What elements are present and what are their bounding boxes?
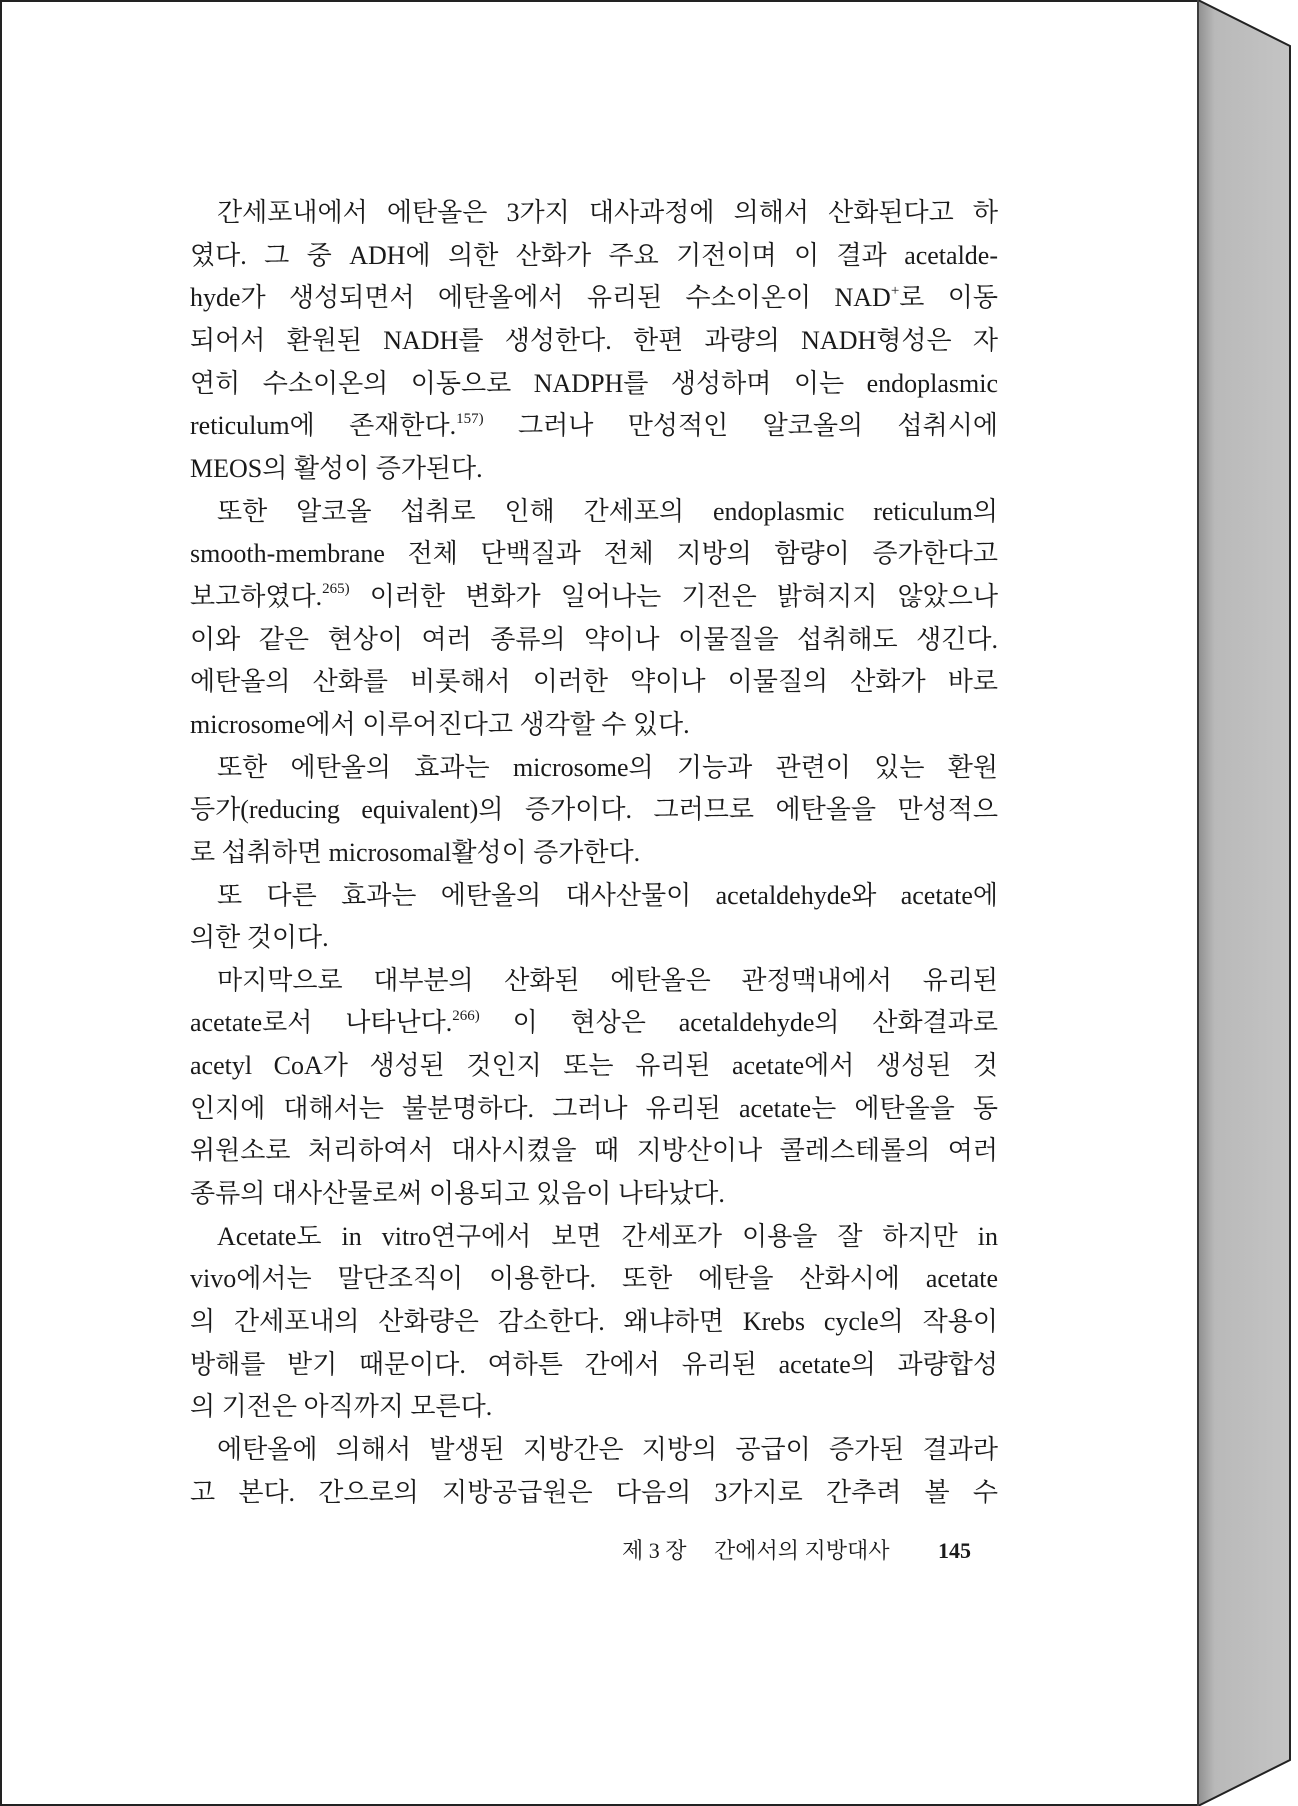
body-text bbox=[190, 192, 998, 1514]
line-text: vivo에서는 말단조직이 이용한다. 또한 에탄을 산화시에 acetate bbox=[190, 1264, 998, 1294]
line-text: 의 간세포내의 산화량은 감소한다. 왜냐하면 Krebs cycle의 작용이 bbox=[190, 1307, 998, 1337]
text-line bbox=[190, 917, 998, 960]
line-text: 종류의 대사산물로써 이용되고 있음이 나타났다. bbox=[190, 1179, 725, 1209]
text-line bbox=[190, 960, 998, 1003]
text-line bbox=[190, 1216, 998, 1259]
line-text: 로 이동 bbox=[899, 283, 998, 313]
text-line bbox=[190, 747, 998, 790]
text-line bbox=[190, 235, 998, 278]
text-line bbox=[190, 405, 998, 448]
line-text: smooth-membrane 전체 단백질과 전체 지방의 함량이 증가한다고 bbox=[190, 539, 998, 569]
line-text: 이러한 변화가 일어나는 기전은 밝혀지지 않았으나 bbox=[349, 581, 998, 611]
footnote-reference: 157) bbox=[456, 410, 484, 427]
line-text: 연히 수소이온의 이동으로 NADPH를 생성하며 이는 endoplasmic bbox=[190, 368, 998, 398]
text-line bbox=[190, 661, 998, 704]
line-text: 인지에 대해서는 불분명하다. 그러나 유리된 acetate는 에탄올을 동 bbox=[190, 1093, 998, 1123]
text-line bbox=[190, 576, 998, 619]
text-line bbox=[190, 1173, 998, 1216]
line-text: 로 섭취하면 microsomal활성이 증가한다. bbox=[190, 837, 641, 867]
line-text: 간세포내에서 에탄올은 3가지 대사과정에 의해서 산화된다고 하 bbox=[217, 198, 998, 227]
line-text: 의한 것이다. bbox=[190, 923, 329, 953]
line-text: reticulum에 존재한다. bbox=[190, 411, 457, 441]
line-text: 이와 같은 현상이 여러 종류의 약이나 이물질을 섭취해도 생긴다. bbox=[190, 624, 998, 654]
line-text: 등가(reducing equivalent)의 증가이다. 그러므로 에탄올을 만성적으 bbox=[190, 795, 998, 825]
line-text: 방해를 받기 때문이다. 여하튼 간에서 유리된 acetate의 과량합성 bbox=[190, 1349, 998, 1379]
text-line bbox=[190, 619, 998, 662]
text-line bbox=[190, 1002, 998, 1045]
text-line bbox=[190, 1429, 998, 1472]
footnote-reference: 266) bbox=[452, 1007, 480, 1024]
line-text: 에탄올에 의해서 발생된 지방간은 지방의 공급이 증가된 결과라 bbox=[217, 1435, 998, 1465]
text-line bbox=[190, 192, 998, 235]
line-text: 보고하였다. bbox=[190, 581, 323, 611]
line-text: 되어서 환원된 NADH를 생성한다. 한편 과량의 NADH형성은 자 bbox=[190, 325, 998, 355]
text-line bbox=[190, 875, 998, 918]
text-line bbox=[190, 1386, 998, 1429]
running-footer-title: 간에서의 지방대사 bbox=[714, 1538, 890, 1563]
line-text: 그러나 만성적인 알코올의 섭취시에 bbox=[483, 411, 998, 441]
text-line bbox=[190, 363, 998, 406]
line-text: 또한 에탄올의 효과는 microsome의 기능과 관련이 있는 환원 bbox=[217, 752, 998, 782]
line-text: 마지막으로 대부분의 산화된 에탄올은 관정맥내에서 유리된 bbox=[217, 965, 998, 995]
text-line bbox=[190, 533, 998, 576]
line-text: 에탄올의 산화를 비롯해서 이러한 약이나 이물질의 산화가 바로 bbox=[190, 667, 998, 697]
text-line bbox=[190, 1045, 998, 1088]
text-line bbox=[190, 789, 998, 832]
line-text: Acetate도 in vitro연구에서 보면 간세포가 이용을 잘 하지만 in bbox=[217, 1221, 998, 1251]
book-spine bbox=[1198, 0, 1290, 1806]
text-line bbox=[190, 491, 998, 534]
line-text: 이 현상은 acetaldehyde의 산화결과로 bbox=[479, 1008, 998, 1038]
line-text: 또 다른 효과는 에탄올의 대사산물이 acetaldehyde와 acetate에 bbox=[217, 880, 998, 910]
line-text: hyde가 생성되면서 에탄올에서 유리된 수소이온이 NAD bbox=[190, 283, 891, 313]
line-text: 고 본다. 간으로의 지방공급원은 다음의 3가지로 간추려 볼 수 bbox=[190, 1477, 998, 1507]
text-line bbox=[190, 448, 998, 491]
line-text: acetate로서 나타난다. bbox=[190, 1008, 453, 1038]
text-line bbox=[190, 1301, 998, 1344]
text-line bbox=[190, 1088, 998, 1131]
text-line bbox=[190, 1472, 998, 1515]
text-line bbox=[190, 277, 998, 320]
line-text: acetyl CoA가 생성된 것인지 또는 유리된 acetate에서 생성된 것 bbox=[190, 1051, 998, 1081]
line-text: 또한 알코올 섭취로 인해 간세포의 endoplasmic reticulum의 bbox=[217, 496, 998, 526]
line-text: 의 기전은 아직까지 모른다. bbox=[190, 1392, 493, 1422]
text-line bbox=[190, 1130, 998, 1173]
text-line bbox=[190, 704, 998, 747]
line-text: 위원소로 처리하여서 대사시켰을 때 지방산이나 콜레스테롤의 여러 bbox=[190, 1136, 998, 1166]
line-text: microsome에서 이루어진다고 생각할 수 있다. bbox=[190, 709, 690, 739]
line-text: MEOS의 활성이 증가된다. bbox=[190, 453, 483, 483]
line-text: 였다. 그 중 ADH에 의한 산화가 주요 기전이며 이 결과 acetalde- bbox=[190, 240, 998, 270]
footnote-reference: 265) bbox=[322, 581, 350, 598]
text-line bbox=[190, 1258, 998, 1301]
running-footer-chapter: 제 3 장 bbox=[622, 1538, 687, 1563]
text-line bbox=[190, 320, 998, 363]
page-number: 145 bbox=[938, 1538, 971, 1563]
footnote-reference: + bbox=[890, 282, 900, 299]
text-line bbox=[190, 832, 998, 875]
text-line bbox=[190, 1344, 998, 1387]
